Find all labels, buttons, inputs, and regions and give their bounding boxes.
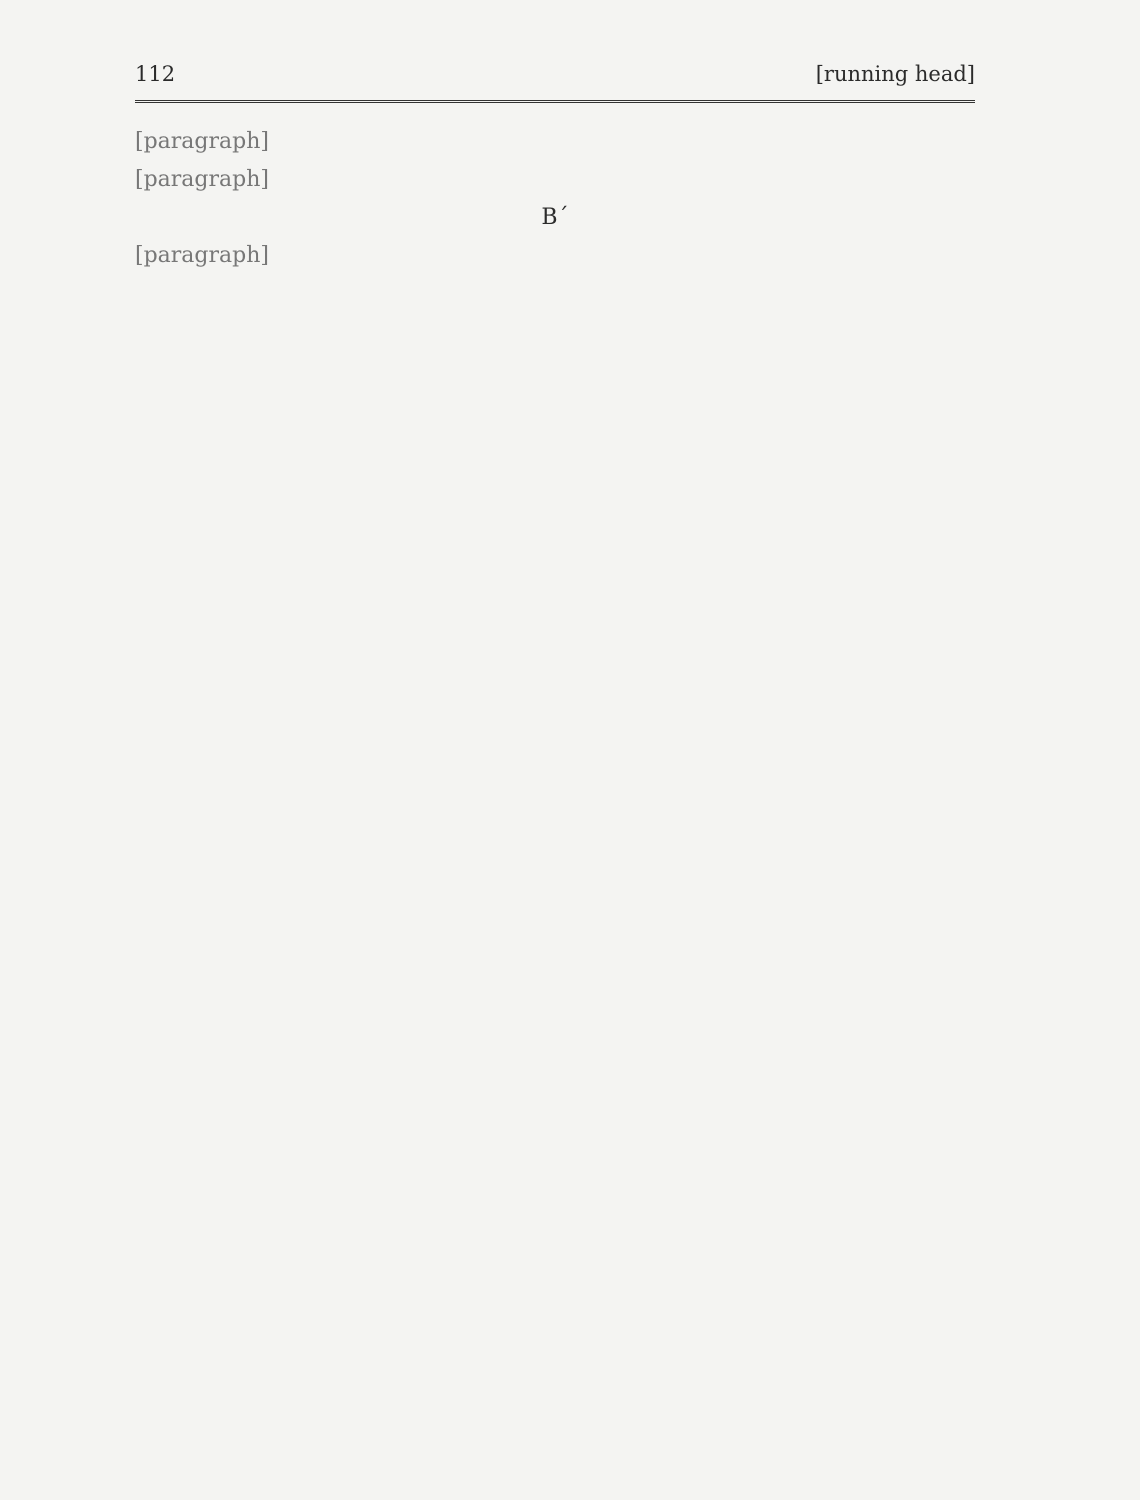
page-header	[135, 62, 975, 86]
paragraph: [paragraph]	[135, 166, 269, 192]
section-mark: Β΄	[541, 204, 569, 230]
page-number: 112	[135, 62, 176, 86]
running-head: [running head]	[815, 62, 975, 86]
page-body	[135, 126, 975, 278]
paragraph: [paragraph]	[135, 129, 269, 154]
header-rule	[135, 100, 975, 103]
paragraph: [paragraph]	[135, 242, 269, 268]
